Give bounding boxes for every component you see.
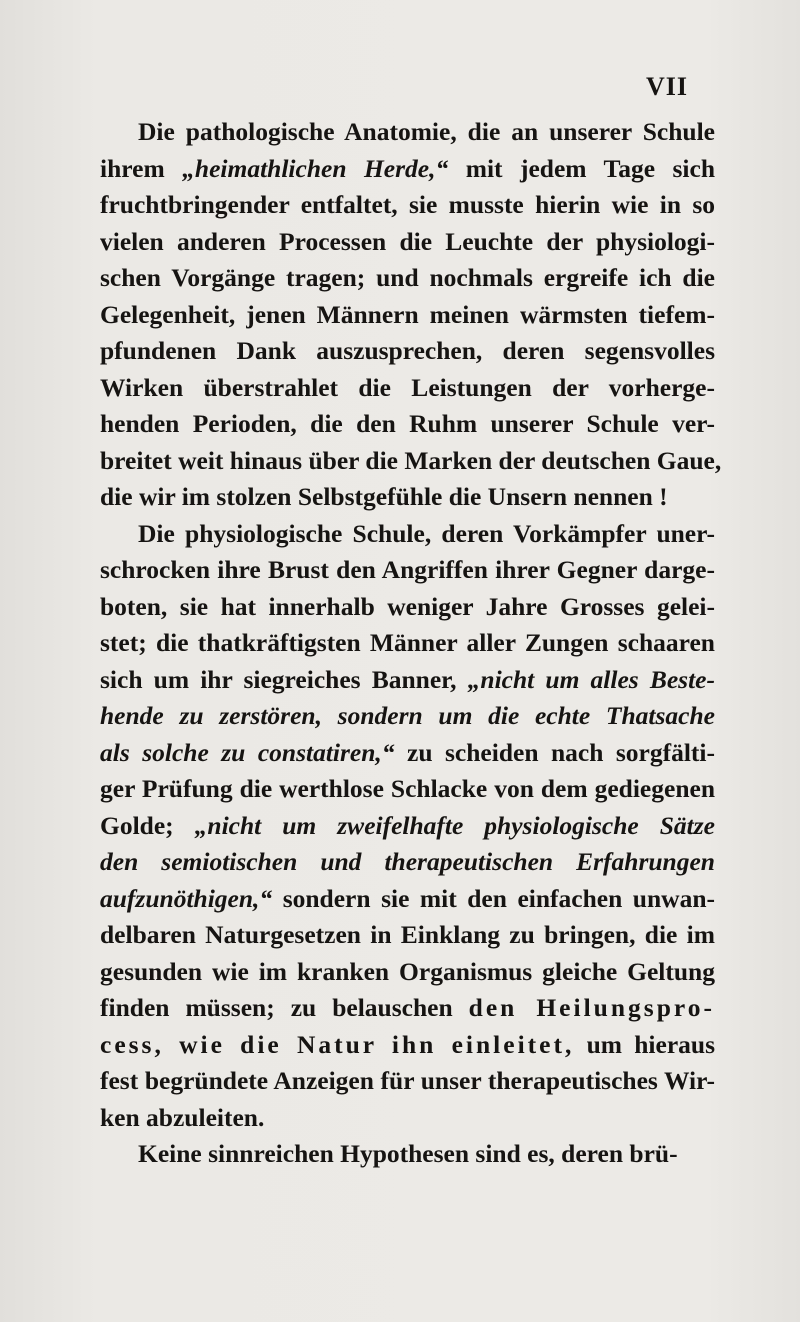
text-run: ken abzuleiten. <box>100 1102 265 1132</box>
text-run: um hieraus <box>574 1029 715 1059</box>
text-run: gesunden wie im kranken Organismus gleiche Geltung <box>100 956 715 986</box>
text-run: die wir im stolzen Selbstgefühle die Unsern nennen ! <box>100 482 668 511</box>
text-line <box>100 552 715 589</box>
text-run: ger Prüfung die werthlose Schlacke von dem gediegenen <box>100 774 715 803</box>
italic-text: „heimathlichen Herde,“ <box>182 153 449 183</box>
text-run: zu scheiden nach sorgfälti- <box>394 737 715 767</box>
text-run: Golde; <box>100 810 195 840</box>
text-run: delbaren Naturgesetzen in Einklang zu bringen, die im <box>100 920 715 949</box>
page-number: VII <box>645 72 688 101</box>
text-line <box>100 990 715 1027</box>
body-text <box>100 114 722 1173</box>
text-line <box>100 917 715 954</box>
text-line <box>100 881 715 918</box>
spaced-text: cess, wie die Natur ihn einleitet, <box>100 1029 575 1059</box>
text-line <box>100 844 715 881</box>
italic-text: hende zu zerstören, sondern um die echte Thatsache <box>100 701 715 730</box>
text-run: fest begründete Anzeigen für unser therapeutisches Wir- <box>100 1066 715 1095</box>
text-run: pfundenen Dank auszusprechen, deren segensvolles <box>100 336 715 365</box>
italic-text: den semiotischen und therapeutischen Erfahrungen <box>100 847 715 876</box>
text-line <box>100 187 715 224</box>
text-line <box>100 662 715 699</box>
text-line <box>100 808 715 845</box>
text-line <box>100 1136 715 1173</box>
text-line <box>100 406 715 443</box>
text-line <box>100 370 715 407</box>
text-run: ihrem <box>100 153 183 183</box>
text-line <box>100 333 715 370</box>
text-run: fruchtbringender entfaltet, sie musste hierin wie in so <box>100 190 715 219</box>
text-line <box>100 516 715 553</box>
text-run: sich um ihr siegreiches Banner, <box>100 664 468 694</box>
text-line <box>100 589 715 626</box>
text-run: Die pathologische Anatomie, die an unserer Schule <box>138 117 715 146</box>
text-run: henden Perioden, die den Ruhm unserer Schule ver- <box>100 409 715 438</box>
text-line <box>100 698 715 735</box>
text-run: mit jedem Tage sich <box>448 153 716 183</box>
text-run: Gelegenheit, jenen Männern meinen wärmsten tiefem- <box>100 299 715 329</box>
text-line <box>100 625 715 662</box>
text-line <box>100 297 715 334</box>
text-line <box>100 151 715 188</box>
text-line <box>100 114 715 151</box>
text-run: breitet weit hinaus über die Marken der deutschen Gaue, <box>100 445 722 475</box>
text-run: vielen anderen Processen die Leuchte der physiologi- <box>100 226 715 256</box>
spaced-text: den Heilungspro- <box>468 993 715 1022</box>
text-line <box>100 1063 715 1100</box>
text-line <box>100 224 715 261</box>
text-run: finden müssen; zu belauschen <box>100 993 469 1022</box>
text-line <box>100 479 715 516</box>
text-line <box>100 735 715 772</box>
text-line <box>100 771 715 808</box>
text-line <box>100 954 715 991</box>
text-run: schrocken ihre Brust den Angriffen ihrer Gegner darge- <box>100 555 715 584</box>
text-run: Wirken überstrahlet die Leistungen der vorherge- <box>100 372 715 402</box>
text-line <box>100 1100 715 1137</box>
text-run: boten, sie hat innerhalb weniger Jahre Grosses gelei- <box>100 591 715 621</box>
text-line <box>100 260 715 297</box>
italic-text: „nicht um alles Beste- <box>467 664 715 694</box>
text-run: Die physiologische Schule, deren Vorkämpfer uner- <box>138 518 715 548</box>
text-run: schen Vorgänge tragen; und nochmals ergreife ich die <box>100 263 715 292</box>
italic-text: als solche zu constatiren,“ <box>100 737 395 767</box>
text-run: stet; die thatkräftigsten Männer aller Zungen schaaren <box>100 628 715 657</box>
text-run: sondern sie mit den einfachen unwan- <box>272 883 715 913</box>
text-line <box>100 1027 715 1064</box>
text-line <box>100 443 722 480</box>
text-run: Keine sinnreichen Hypothesen sind es, deren brü- <box>138 1139 678 1168</box>
italic-text: aufzunöthigen,“ <box>100 883 273 913</box>
italic-text: „nicht um zweifelhafte physiologische Sätze <box>194 810 715 840</box>
